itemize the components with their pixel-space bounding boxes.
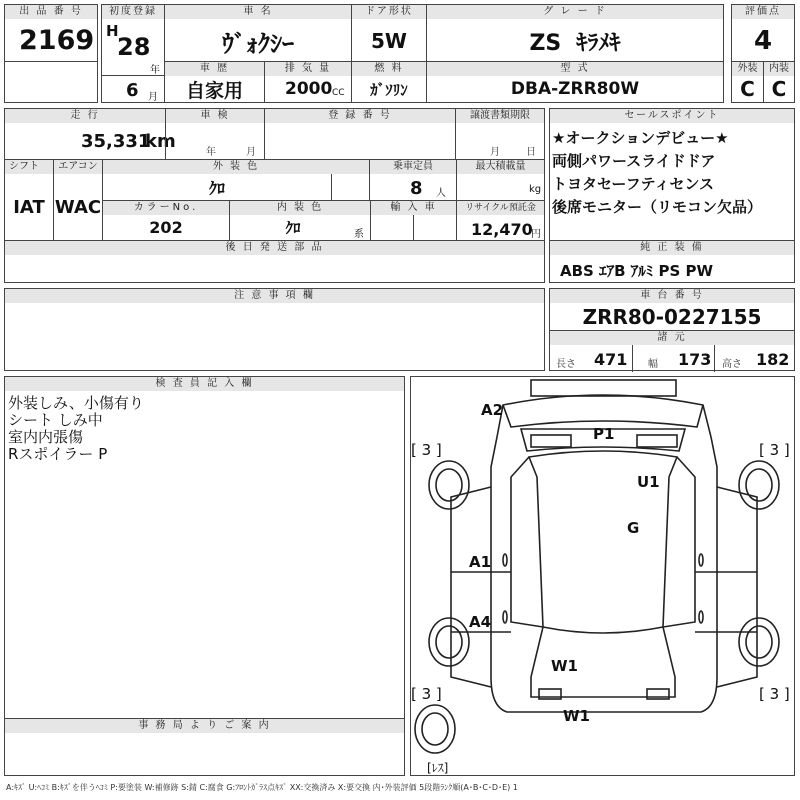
spec-label: 諸 元 <box>550 331 794 345</box>
damage-mark: P1 <box>593 425 615 443</box>
inspection-month-unit: 月 <box>246 147 256 158</box>
chassis-number-cell <box>549 288 795 331</box>
lot-blank-cell <box>4 61 98 103</box>
interior-grade-label: 内装 <box>764 62 794 76</box>
color-number-cell <box>102 200 230 241</box>
capacity-unit: 人 <box>436 188 446 199</box>
spec-cell <box>549 330 795 371</box>
sales-points-cell <box>549 108 795 241</box>
damage-mark: A2 <box>481 401 504 419</box>
sales-point-line: 後席モニター（リモコン欠品） <box>552 198 763 216</box>
exterior-grade-cell <box>731 61 764 103</box>
inspector-notes-list <box>8 395 403 463</box>
registration-number-cell <box>264 108 456 160</box>
first-registration-label: 初度登録 <box>102 5 164 19</box>
import-label: 輸 入 車 <box>371 201 456 215</box>
spec-divider-2 <box>714 345 715 372</box>
registration-month-cell <box>101 75 165 103</box>
height-value: 182 <box>756 350 790 369</box>
history-cell <box>164 61 265 103</box>
displacement-unit: CC <box>332 88 345 98</box>
registration-number-label: 登 録 番 号 <box>265 109 455 123</box>
registration-year: 28 <box>117 33 151 61</box>
inspector-note: シート しみ中 <box>8 411 103 429</box>
year-unit: 年 <box>150 65 160 76</box>
exterior-grade-value: C <box>740 77 755 101</box>
model-value: DBA-ZRR80W <box>510 79 640 99</box>
first-registration-cell <box>101 4 165 76</box>
registration-month: 6 <box>126 80 139 101</box>
sales-points-list <box>552 127 794 219</box>
fuel-cell <box>351 61 427 103</box>
fuel-value: ｶﾞｿﾘﾝ <box>370 80 408 99</box>
recycle-fee-unit: 円 <box>531 229 541 240</box>
displacement-cell <box>264 61 352 103</box>
interior-color-value: ｸﾛ <box>285 219 301 237</box>
aircon-value: WAC <box>54 196 102 218</box>
shift-cell <box>4 159 54 241</box>
tire-front-right: [ 3 ] <box>759 441 790 459</box>
sales-point-line: トヨタセーフティセンス <box>552 175 715 193</box>
damage-mark: W1 <box>563 707 590 725</box>
caution-label: 注 意 事 項 欄 <box>5 289 544 303</box>
exterior-color-label: 外 装 色 <box>103 160 369 174</box>
displacement-label: 排 気 量 <box>265 62 351 76</box>
shift-value: IAT <box>13 196 45 218</box>
office-notes-cell <box>4 718 405 776</box>
equipment-cell <box>549 240 795 283</box>
grade-label: グ レ ー ド <box>427 5 723 19</box>
transfer-day-unit: 日 <box>526 147 536 158</box>
damage-mark: A4 <box>469 613 492 631</box>
displacement-value: 2000 <box>285 79 333 99</box>
interior-color-label: 内 装 色 <box>230 201 370 215</box>
max-load-cell <box>456 159 545 201</box>
max-load-unit: kg <box>529 184 542 195</box>
score-cell <box>731 4 795 62</box>
door-cell <box>351 4 427 62</box>
office-notes-label: 事 務 局 よ り ご 案 内 <box>5 719 404 733</box>
tire-rear-left: [ 3 ] <box>411 685 442 703</box>
import-cell <box>370 200 457 241</box>
mileage-value: 35,331 <box>81 131 151 152</box>
era-letter: H <box>106 22 119 40</box>
damage-mark: G <box>627 519 640 537</box>
sales-point-line: ★オークションデビュー★ <box>552 129 729 147</box>
inspector-notes-cell <box>4 376 405 719</box>
exterior-color-value: ｸﾛ <box>208 178 225 198</box>
model-label: 型 式 <box>427 62 723 76</box>
lot-number-cell <box>4 4 98 62</box>
inspection-label: 車 検 <box>166 109 264 123</box>
chassis-number: ZRR80-0227155 <box>582 305 762 329</box>
caution-cell <box>4 288 545 371</box>
exterior-grade-label: 外装 <box>732 62 763 76</box>
aircon-cell <box>53 159 103 241</box>
recycle-fee-cell <box>456 200 545 241</box>
later-parts-cell <box>4 240 545 283</box>
fuel-label: 燃 料 <box>352 62 426 76</box>
history-value: 自家用 <box>185 79 243 102</box>
equipment-label: 純 正 装 備 <box>550 241 794 255</box>
inspection-cell <box>165 108 265 160</box>
transfer-deadline-cell <box>455 108 545 160</box>
interior-color-unit: 系 <box>354 229 364 240</box>
later-parts-label: 後 日 発 送 部 品 <box>5 241 544 255</box>
car-name: ｳﾞｫｸｼｰ <box>222 29 294 58</box>
damage-mark: U1 <box>637 473 660 491</box>
lot-number: 2169 <box>19 25 95 56</box>
capacity-label: 乗車定員 <box>370 160 456 174</box>
length-value: 471 <box>594 350 628 369</box>
spec-divider-1 <box>632 345 633 372</box>
damage-mark: W1 <box>551 657 578 675</box>
grade-value: ZS ｷﾗﾒｷ <box>529 30 621 56</box>
interior-grade-value: C <box>771 77 787 101</box>
color-number-label: カラーNo. <box>103 201 229 215</box>
lot-number-label: 出 品 番 号 <box>5 5 97 19</box>
transfer-deadline-label: 譲渡書類期限 <box>456 109 544 123</box>
interior-color-cell <box>229 200 371 241</box>
mileage-unit: km <box>145 131 176 152</box>
inspector-note: 室内内張傷 <box>8 428 84 446</box>
max-load-label: 最大積載量 <box>457 160 544 174</box>
grade-cell <box>426 4 724 62</box>
chassis-number-label: 車 台 番 号 <box>550 289 794 303</box>
recycle-fee-label: リサイクル預託金 <box>457 201 544 215</box>
tire-rear-right: [ 3 ] <box>759 685 790 703</box>
equipment-value: ABS ｴｱB ｱﾙﾐ PS PW <box>560 262 714 280</box>
tire-front-left: [ 3 ] <box>411 441 442 459</box>
length-label: 長さ <box>556 359 576 370</box>
inspection-year-unit: 年 <box>206 147 216 158</box>
mileage-cell <box>4 108 176 160</box>
width-label: 幅 <box>648 359 658 370</box>
import-divider <box>413 215 414 242</box>
car-name-label: 車 名 <box>165 5 351 19</box>
height-label: 高さ <box>722 359 742 370</box>
month-unit: 月 <box>148 92 158 103</box>
shift-label: シフト <box>5 160 53 174</box>
score-label: 評価点 <box>732 5 794 19</box>
aircon-label: エアコン <box>54 160 102 174</box>
mileage-label: 走 行 <box>5 109 165 123</box>
interior-grade-cell <box>763 61 795 103</box>
legend-text: A:ｷｽﾞ U:ﾍｺﾐ B:ｷｽﾞを伴うﾍｺﾐ P:要塗装 W:補修跡 S:錆 C:腐食 G:ﾌﾛﾝﾄｶﾞﾗｽ点ｷｽﾞ XX:交換済み X:要交換 内･外装評価 5段階ﾗﾝｸ順(A･B･C･D･E) 1 <box>6 783 518 792</box>
recycle-fee-value: 12,470 <box>471 220 533 239</box>
damage-diagram <box>410 376 795 776</box>
capacity-cell <box>369 159 457 201</box>
sales-points-label: セールスポイント <box>550 109 794 123</box>
door-value: 5W <box>371 29 407 53</box>
spare-tire-label: [ﾚｽ] <box>427 761 449 775</box>
score-value: 4 <box>753 26 773 56</box>
exterior-color-cell <box>102 159 370 201</box>
width-value: 173 <box>678 350 712 369</box>
inspector-notes-label: 検 査 員 記 入 欄 <box>5 377 404 391</box>
history-label: 車 歴 <box>165 62 264 76</box>
color-number-value: 202 <box>149 218 183 237</box>
capacity-value: 8 <box>410 178 423 199</box>
damage-mark: A1 <box>469 553 492 571</box>
car-name-cell <box>164 4 352 62</box>
sales-point-line: 両側パワースライドドア <box>552 152 716 170</box>
model-cell <box>426 61 724 103</box>
inspector-note: Rスポイラー P <box>8 445 108 463</box>
exterior-color-divider <box>331 174 332 202</box>
transfer-month-unit: 月 <box>490 147 500 158</box>
door-label: ドア形状 <box>352 5 426 19</box>
inspector-note: 外装しみ、小傷有り <box>8 394 144 412</box>
